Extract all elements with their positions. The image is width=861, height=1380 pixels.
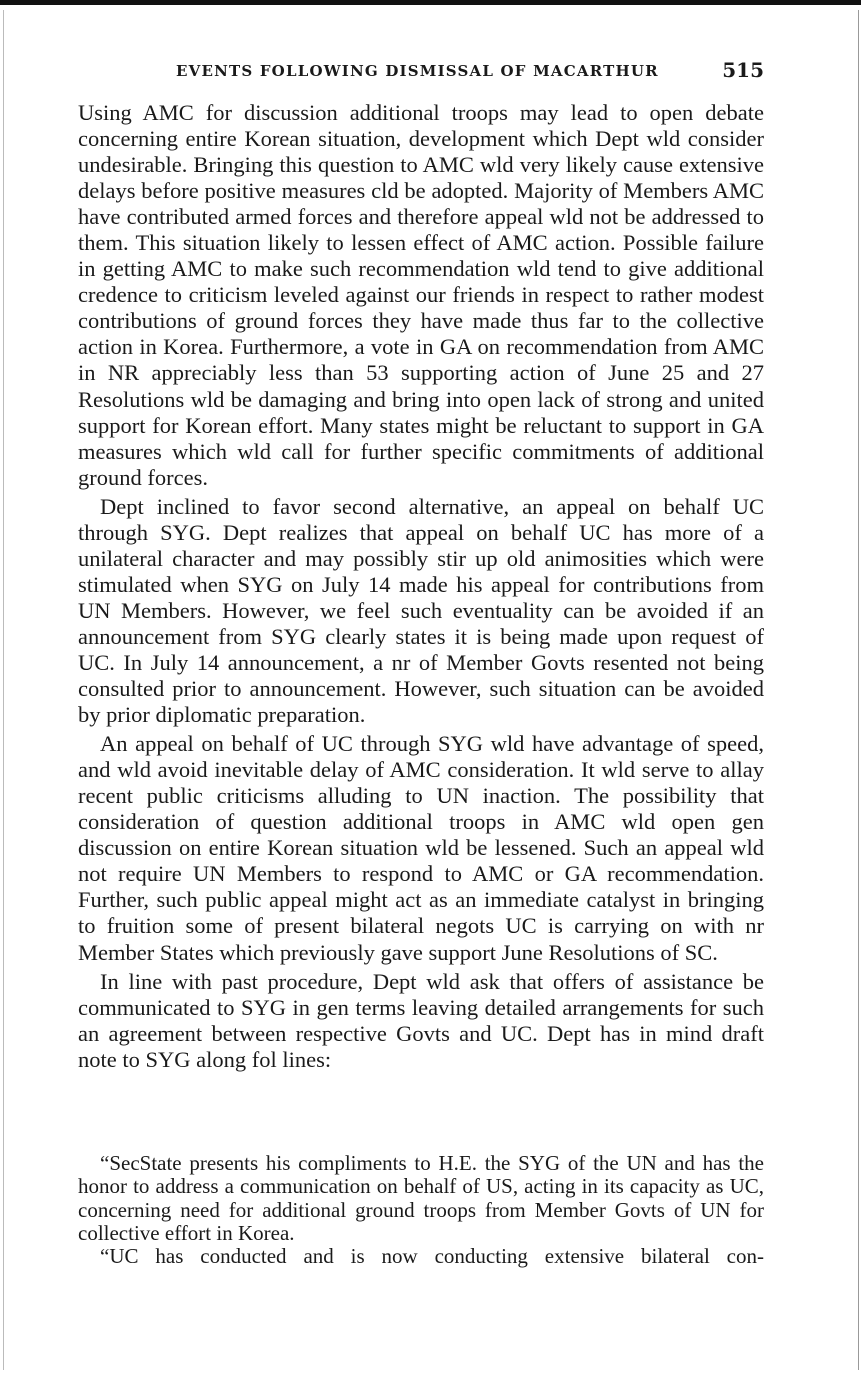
paragraph-2: Dept inclined to favor second alternative, an appeal on behalf UC through SYG. Dept realizes that appeal on behalf UC has more of a unilateral character and may possibly stir up old animosities which were stimulated when SYG on July 14 made his appeal for contributions from UN Members. However, we feel such eventuality can be avoided if an announcement from SYG clearly states it is being made upon request of UC. In July 14 announcement, a nr of Member Govts resented not being consulted prior to announcement. However, such situation can be avoided by prior diplomatic preparation. — [78, 493, 764, 728]
paragraph-4: In line with past procedure, Dept wld ask that offers of assistance be communicated to SYG in gen terms leaving detailed arrangements for such an agreement between respective Govts and UC. Dept has in mind draft note to SYG along fol lines: — [78, 968, 764, 1072]
main-text — [78, 100, 764, 1073]
right-page-edge — [858, 10, 859, 1370]
running-head: EVENTS FOLLOWING DISMISSAL OF MACARTHUR — [176, 62, 659, 80]
draft-note-quote — [78, 1152, 764, 1268]
quote-paragraph-2: “UC has conducted and is now conducting extensive bilateral con- — [100, 1244, 764, 1269]
page-header — [78, 58, 764, 88]
paragraph-1: Using AMC for discussion additional troops may lead to open debate concerning entire Korean situation, development which Dept wld consider undesirable. Bringing this question to AMC wld very likely cause extensive delays before positive measures cld be adopted. Majority of Members AMC have contributed armed forces and therefore appeal wld not be addressed to them. This situation likely to lessen effect of AMC action. Possible failure in getting AMC to make such recommendation wld tend to give additional credence to criticism leveled against our friends in respect to rather modest contributions of ground forces they have made thus far to the collective action in Korea. Furthermore, a vote in GA on recommendation from AMC in NR appreciably less than 53 supporting action of June 25 and 27 Resolutions wld be damaging and bring into open lack of strong and united support for Korean effort. Many states might be reluctant to support in GA measures which wld call for further specific commitments of additional ground forces. — [78, 100, 764, 490]
top-border — [0, 0, 861, 5]
paragraph-3: An appeal on behalf of UC through SYG wld have advantage of speed, and wld avoid inevitable delay of AMC consideration. It wld serve to allay recent public criticisms alluding to UN inaction. The possibility that consideration of question additional troops in AMC wld open gen discussion on entire Korean situation wld be lessened. Such an appeal wld not require UN Members to respond to AMC or GA recommendation. Further, such public appeal might act as an immediate catalyst in bringing to fruition some of present bilateral negots UC is carrying on with nr Member States which previously gave support June Resolutions of SC. — [78, 731, 764, 965]
left-page-edge — [3, 10, 4, 1370]
page-number: 515 — [722, 58, 764, 82]
quote-paragraph-1: “SecState presents his compliments to H.E. the SYG of the UN and has the honor to address a communication on behalf of US, acting in its capacity as UC, concerning need for additional ground troops from Member Govts of UN for collective effort in Korea. — [78, 1151, 764, 1245]
